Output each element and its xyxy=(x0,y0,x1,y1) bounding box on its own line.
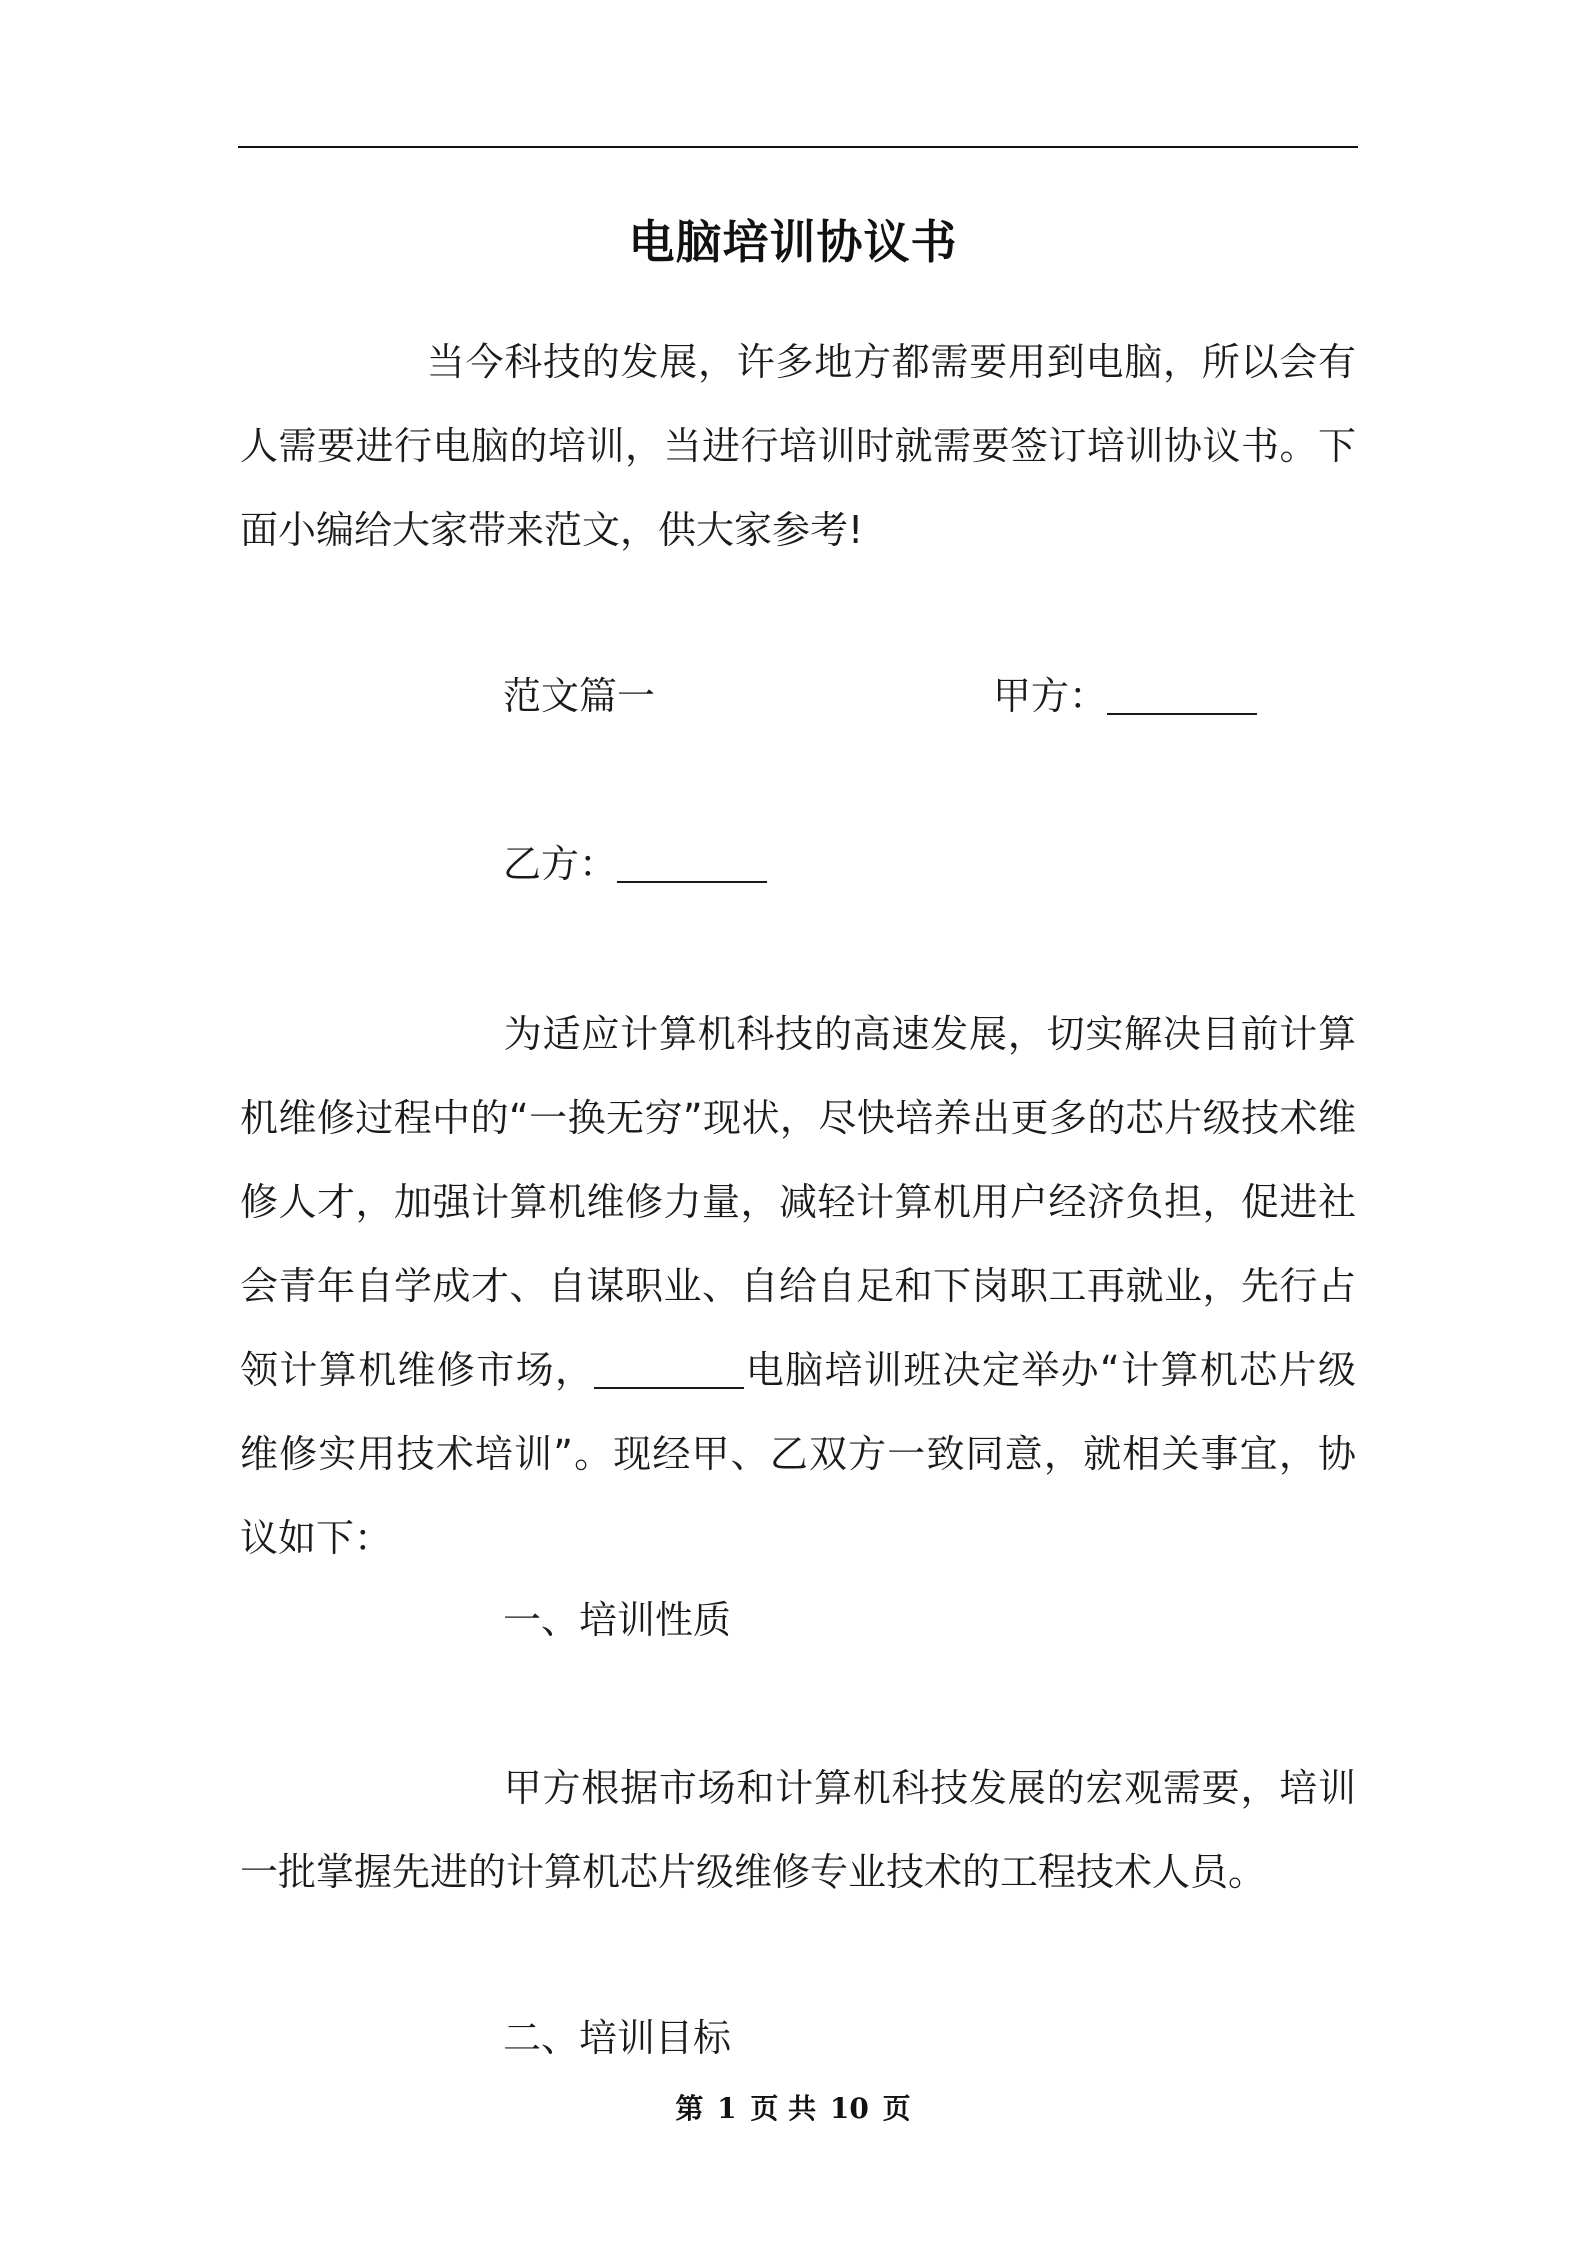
party-b-label: 乙方： xyxy=(503,842,618,886)
page-middle: 页 共 xyxy=(750,2092,817,2125)
section-2-heading: 二、培训目标 xyxy=(503,2016,732,2060)
party-a-line xyxy=(993,666,1257,726)
body-paragraph-1-part2: 电脑培训班决定举办“计算机芯片级维修实用技术培训”。现经甲、乙双方一致同意，就相关事宜，协议如下： xyxy=(240,1348,1356,1560)
body-paragraph-1-part1: 为适应计算机科技的高速发展，切实解决目前计算机维修过程中的“一换无穷”现状，尽快培养出更多的芯片级技术维修人才，加强计算机维修力量，减轻计算机用户经济负担，促进社会青年自学成才、自谋职业、自给自足和下岗职工再就业，先行占领计算机维修市场， xyxy=(240,1012,1356,1392)
party-b-blank xyxy=(617,851,767,883)
party-b-line xyxy=(503,834,767,894)
party-a-blank xyxy=(1107,683,1257,715)
document-title: 电脑培训协议书 xyxy=(628,215,958,269)
section-1-heading: 一、培训性质 xyxy=(503,1598,732,1642)
intro-text: 当今科技的发展，许多地方都需要用到电脑，所以会有人需要进行电脑的培训，当进行培训时就需要签订培训协议书。下面小编给大家带来范文，供大家参考! xyxy=(240,340,1356,552)
sample-label: 范文篇一 xyxy=(503,674,656,718)
intro-paragraph xyxy=(240,320,1356,572)
header-rule xyxy=(238,146,1358,148)
page-prefix: 第 xyxy=(675,2092,704,2125)
training-center-blank xyxy=(594,1357,744,1389)
section-1-body xyxy=(240,1746,1356,1914)
page-footer xyxy=(0,2087,1586,2127)
body-paragraph-1 xyxy=(240,992,1356,1580)
party-a-label: 甲方： xyxy=(993,674,1108,718)
page-number: 1 xyxy=(717,2092,737,2125)
section-1-body-text: 甲方根据市场和计算机科技发展的宏观需要，培训一批掌握先进的计算机芯片级维修专业技术的工程技术人员。 xyxy=(240,1766,1356,1894)
page-suffix: 页 xyxy=(882,2092,911,2125)
total-pages: 10 xyxy=(829,2092,869,2125)
